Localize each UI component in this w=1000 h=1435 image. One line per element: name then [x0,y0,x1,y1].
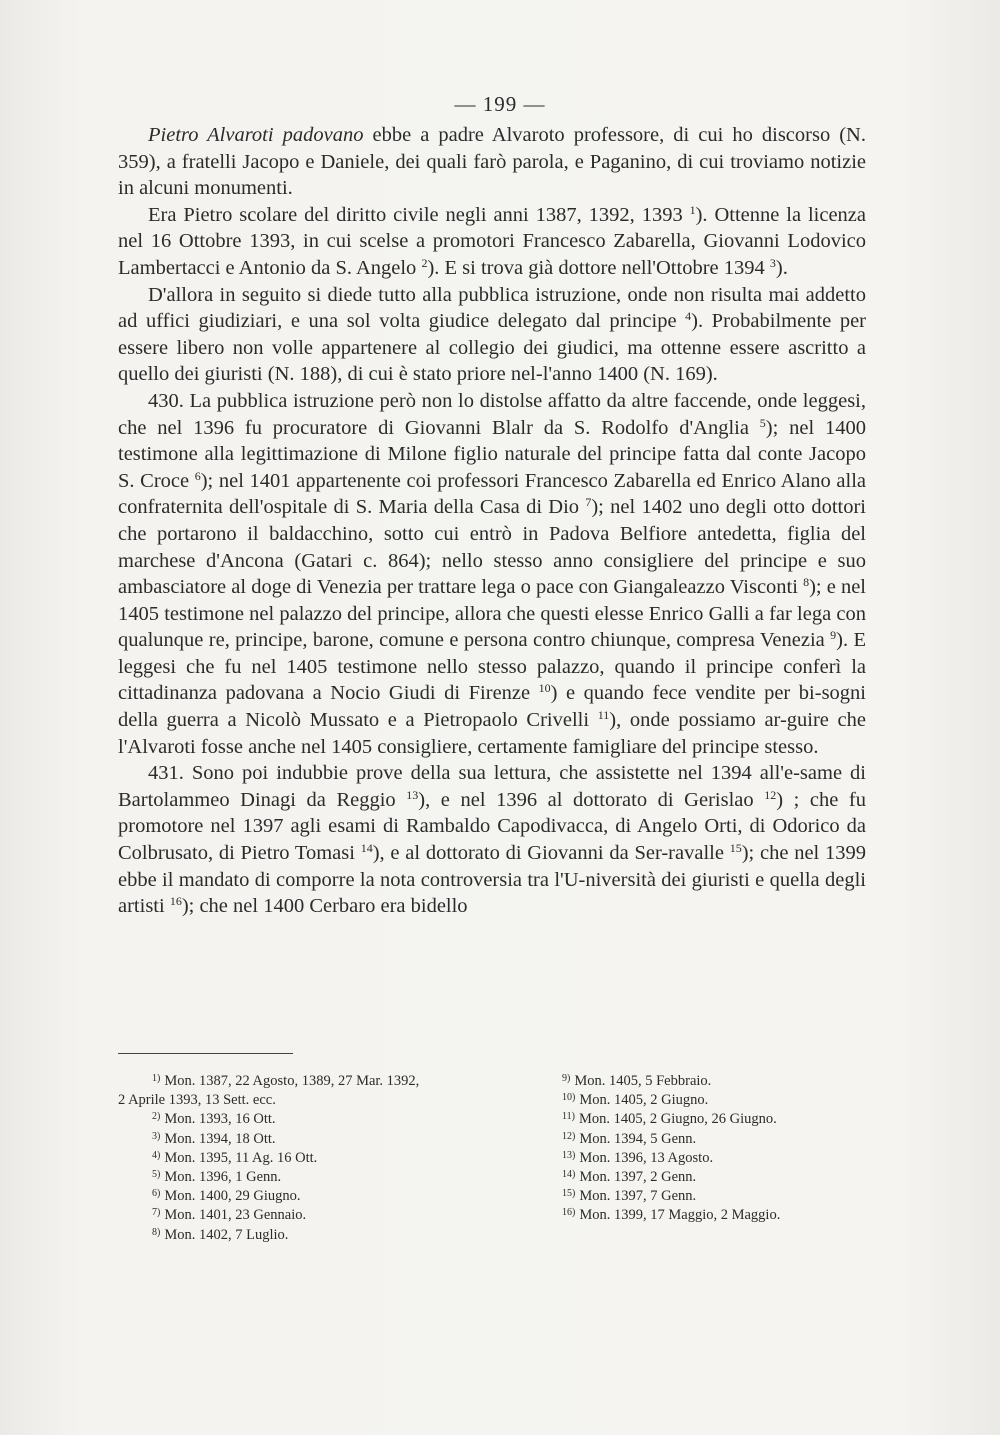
paragraph-text: ); che nel 1400 Cerbaro era bidello [181,895,468,918]
footnote [118,1072,498,1091]
footnote-text: Mon. 1405, 2 Giugno, 26 Giugno. [578,1111,777,1128]
footnote-mark: 16) [562,1207,576,1219]
footnote [528,1206,868,1225]
paragraph-text: ), onde possiamo ar-guire che l'Alvaroti fosse anche nel 1405 consigliere, certamente famigliare del principe stesso. [118,709,866,758]
paragraph-text: ). E leggesi che fu nel 1405 testimone nello stesso palazzo, quando il principe conferì la cittadinanza padovana a Nocio Giudi di Firenze [118,629,866,705]
footnote-mark: 6) [152,1188,161,1200]
footnote-text: Mon. 1401, 23 Gennaio. [164,1207,307,1224]
footnote-text: 2 Aprile 1393, 13 Sett. ecc. [118,1092,276,1109]
italic-lead: Pietro Alvaroti padovano [148,124,364,146]
footnote [528,1110,868,1129]
footnote-mark: 10) [562,1092,576,1104]
footnote-mark: 4) [152,1149,161,1161]
footnote-mark: 7) [152,1207,161,1219]
footnote [118,1110,498,1129]
paragraph-3 [118,282,866,388]
footnote-mark: 2) [152,1111,161,1123]
footnote-reference: 6 [194,468,201,483]
footnote [118,1168,498,1187]
footnote-text: Mon. 1394, 5 Genn. [579,1130,697,1147]
paragraph-2 [118,202,866,282]
footnote-reference: 8 [803,575,810,590]
paragraph-text: ). Ottenne la licenza nel 16 Ottobre 1393, in cui scelse a promotori Francesco Zabarella, Giovanni Lodovico Lambertacci e Antonio da S. Angelo [118,203,866,279]
footnote-text: Mon. 1395, 11 Ag. 16 Ott. [164,1149,318,1166]
page-number: — 199 — [454,92,546,116]
paragraph-text: ); che nel 1399 ebbe il mandato di comporre la nota controversia tra l'U-niversità dei giuristi e quella degli artisti [118,842,866,918]
footnote-mark: 14) [562,1169,576,1181]
footnotes-right [528,1072,868,1226]
footnote-reference: 15 [729,841,742,856]
footnote-mark: 8) [152,1226,161,1238]
footnote [528,1130,868,1149]
paragraph-text: ); nel 1401 appartenente coi professori Francesco Zabarella ed Enrico Alano alla confraternita dell'ospitale di S. Maria della Casa di Dio [118,469,866,519]
paragraph-text: ). [775,256,788,279]
footnote-mark: 12) [562,1130,576,1142]
footnote [528,1149,868,1168]
footnotes-left [118,1072,498,1245]
footnote-text: Mon. 1393, 16 Ott. [164,1111,276,1128]
footnote-reference: 14 [360,841,373,856]
footnote-reference: 7 [585,495,592,510]
paragraph-text: ); e nel 1405 testimone nel palazzo del principe, allora che questi elesse Enrico Galli a far lega con qualunque re, principe, barone, comune e persona contro chiunque, compresa Venezia [118,576,866,652]
footnote-reference: 11 [597,708,610,723]
footnote-text: Mon. 1397, 7 Genn. [579,1188,697,1205]
paragraph-text: ), e al dottorato di Giovanni da Ser-ravalle [372,842,730,865]
footnote [118,1149,498,1168]
footnote-text: Mon. 1402, 7 Luglio. [164,1226,289,1243]
footnote-mark: 1) [152,1073,161,1084]
footnote [118,1091,498,1110]
paragraph-text: ). Probabilmente per essere libero non volle appartenere al collegio dei giudici, ma ottenne essere ascritto a quello dei giuristi (N. 188), di cui è stato priore nel-l'anno 1400 (N. 169). [118,310,867,386]
footnote-text: Mon. 1405, 5 Febbraio. [574,1073,712,1089]
footnote-text: Mon. 1396, 1 Genn. [164,1169,282,1186]
paragraph-5 [118,760,866,920]
footnote-reference: 16 [169,894,182,909]
paragraph-text: ebbe a padre Alvaroto professore, di cui ho discorso (N. 359), a fratelli Jacopo e Daniele, dei quali farò parola, e Paganino, di cui troviamo notizie in alcuni monumenti. [118,124,866,200]
footnote-mark: 11) [562,1111,575,1123]
footnote-reference: 9 [830,628,837,643]
footnote-mark: 13) [562,1149,576,1161]
paragraph-text: D'allora in seguito si diede tutto alla pubblica istruzione, onde non risulta mai addetto ad uffici giudiziari, e una sol volta giudice delegato dal principe [118,283,866,333]
footnote-text: Mon. 1396, 13 Agosto. [579,1149,714,1166]
footnote-text: Mon. 1400, 29 Giugno. [164,1188,301,1205]
paragraph-4 [118,388,866,760]
paragraph-text: ). E si trova già dottore nell'Ottobre 1394 [427,256,770,279]
footnote-reference: 5 [759,415,766,430]
footnote-reference: 4 [685,309,692,324]
footnote-reference: 2 [421,255,428,270]
footnote [118,1187,498,1206]
footnote [528,1091,868,1110]
footnote-divider [118,1053,293,1054]
footnote-mark: 3) [152,1130,161,1142]
paragraph-text: Era Pietro scolare del diritto civile negli anni 1387, 1392, 1393 [148,203,690,226]
footnote-reference: 12 [764,787,777,802]
footnote [118,1226,498,1245]
paragraph-text: ), e nel 1396 al dottorato di Gerislao [418,788,765,811]
footnote-text: Mon. 1397, 2 Genn. [579,1169,697,1186]
paragraph-text: ); nel 1400 testimone alla legittimazione di Milone figlio naturale del principe fatta dal conte Jacopo S. Croce [118,416,866,492]
footnote-mark: 15) [562,1188,576,1200]
footnote-reference: 1 [689,202,696,217]
footnote [528,1072,868,1091]
footnote [118,1206,498,1225]
paragraph-text: ) ; che fu promotore nel 1397 agli esami di Rambaldo Capodivacca, di Angelo Orti, di Odorico da Colbrusato, di Pietro Tomasi [118,788,866,865]
footnote-text: Mon. 1394, 18 Ott. [164,1130,276,1147]
paragraph-text: 431. Sono poi indubbie prove della sua lettura, che assistette nel 1394 all'e-same di Bartolammeo Dinagi da Reggio [118,762,866,811]
footnote-text: Mon. 1399, 17 Maggio, 2 Maggio. [579,1207,781,1224]
footnote-mark: 9) [562,1073,571,1084]
footnote-reference: 10 [538,681,551,696]
paragraph-text: ) e quando fece vendite per bi-sogni della guerra a Nicolò Mussato e a Pietropaolo Crivelli [118,682,866,732]
footnote [118,1130,498,1149]
paragraph-text: 430. La pubblica istruzione però non lo distolse affatto da altre faccende, onde leggesi, che nel 1396 fu procuratore di Giovanni Blalr da S. Rodolfo d'Anglia [118,389,866,439]
body-text [118,122,866,920]
paragraph-text: ); nel 1402 uno degli otto dottori che portarono il baldacchino, sotto cui entrò in Padova Belfiore antedetta, figlia del marchese d'Ancona (Gatari c. 864); nello stesso anno consigliere del principe e suo ambasciatore al doge di Venezia per trattare lega o pace con Giangaleazzo Visconti [118,496,866,599]
footnote-mark: 5) [152,1169,161,1181]
footnote-text: Mon. 1387, 22 Agosto, 1389, 27 Mar. 1392, [164,1073,420,1089]
footnote [528,1168,868,1187]
footnote-text: Mon. 1405, 2 Giugno. [579,1092,709,1109]
footnote-reference: 3 [769,255,776,270]
footnote-reference: 13 [406,787,419,802]
paragraph-1 [118,122,866,202]
footnote [528,1187,868,1206]
